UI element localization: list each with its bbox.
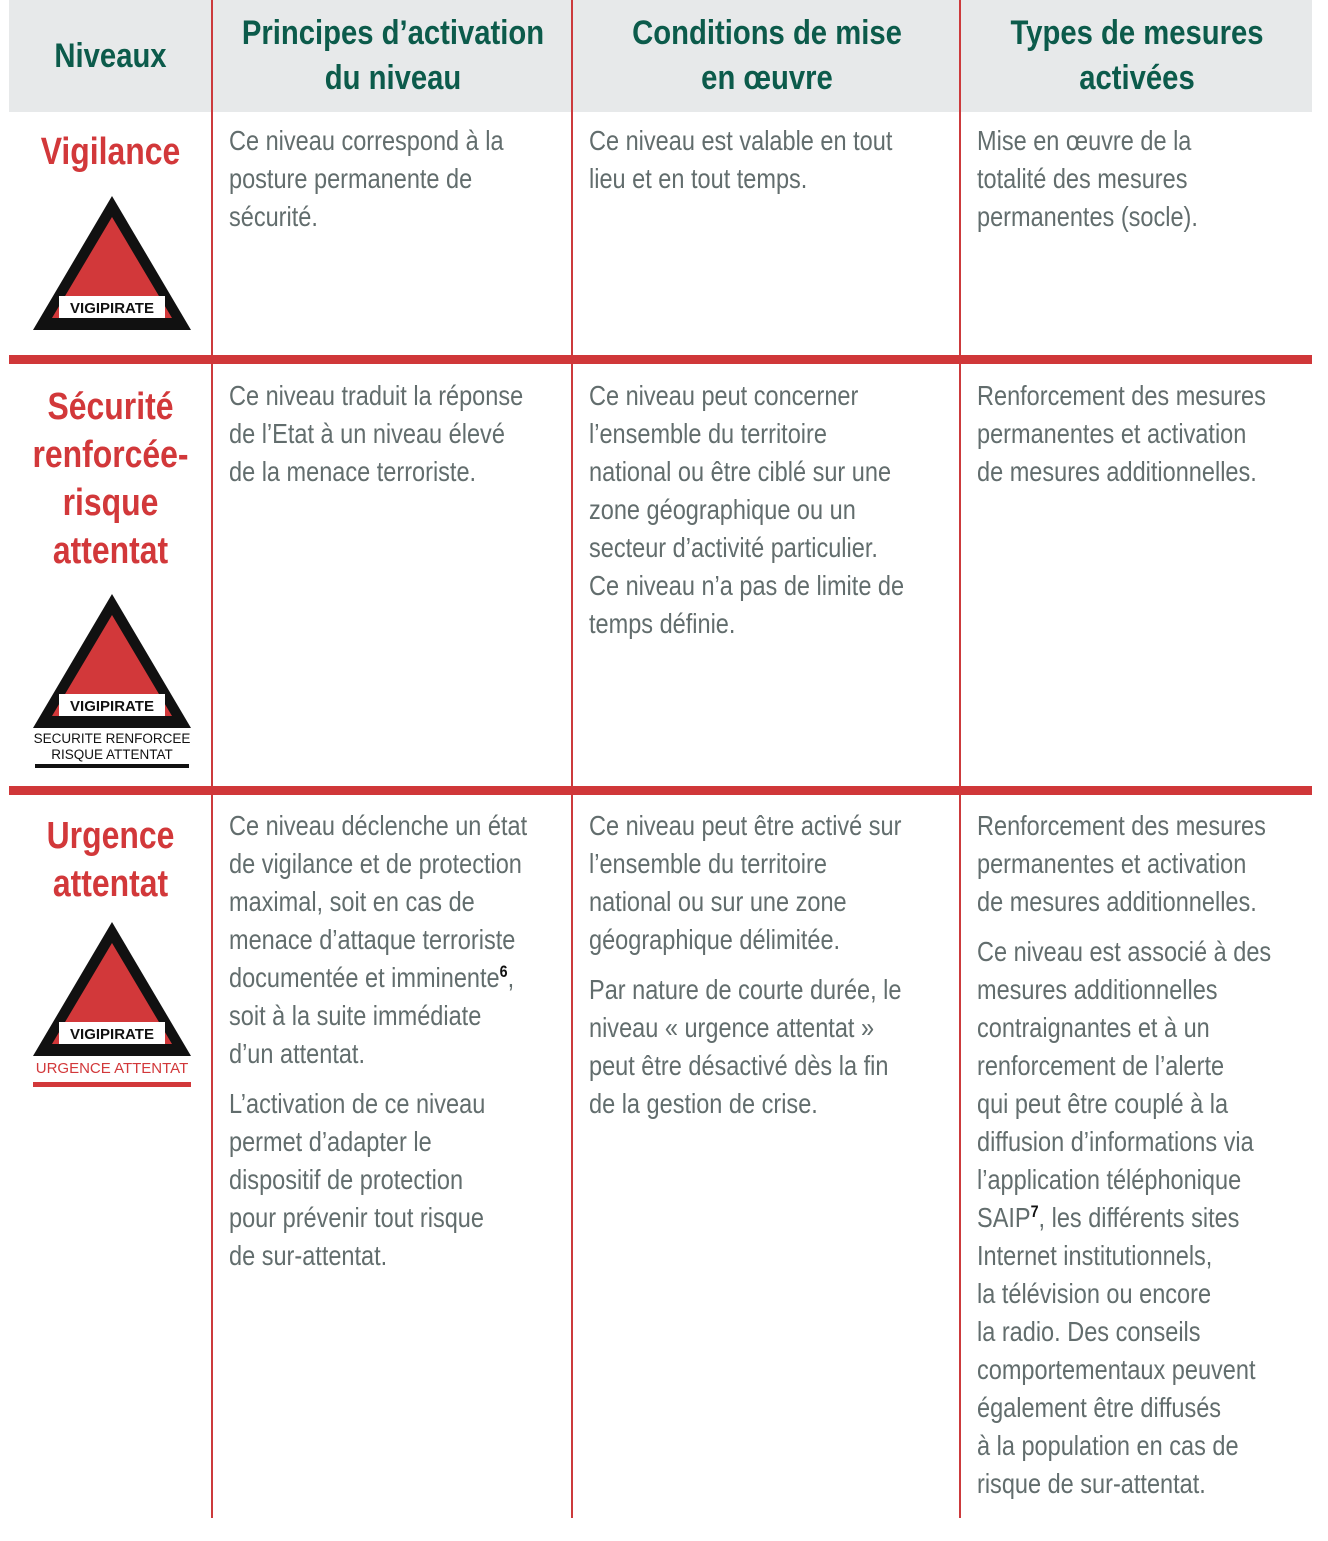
column-divider [211, 0, 213, 1518]
svg-text:VIGIPIRATE: VIGIPIRATE [70, 1026, 154, 1043]
level-title-urgence-attentat: Urgence attentat [46, 815, 175, 905]
level-title-vigilance: Vigilance [40, 131, 181, 173]
conditions-cell-urgence: Ce niveau peut être activé sur l’ensemble du territoire national ou sur une zone géographique délimitée. Par nature de courte durée, le niveau « urgence attentat » peut être désactivé dès la fin de la gestion de crise. [589, 810, 902, 1119]
svg-text:RISQUE ATTENTAT: RISQUE ATTENTAT [51, 747, 173, 762]
header-types-mesures: Types de mesures activées [1010, 14, 1264, 97]
header-principes: Principes d’activation du niveau [241, 14, 545, 97]
conditions-cell-vigilance: Ce niveau est valable en tout lieu et en tout temps. [589, 125, 893, 194]
column-divider [571, 0, 573, 1518]
measures-cell-securite: Renforcement des mesures permanentes et activation de mesures additionnelles. [977, 380, 1266, 487]
svg-text:SECURITE RENFORCEE: SECURITE RENFORCEE [33, 731, 191, 746]
vigipirate-triangle-icon [29, 192, 195, 334]
principles-cell-vigilance: Ce niveau correspond à la posture permanente de sécurité. [229, 125, 504, 232]
principles-cell-securite: Ce niveau traduit la réponse de l’Etat à un niveau élevé de la menace terroriste. [229, 380, 524, 487]
row-separator [9, 355, 1312, 364]
column-divider [959, 0, 961, 1518]
vigipirate-triangle-icon [25, 590, 199, 772]
vigipirate-levels-table [9, 0, 1312, 1518]
footnote-6: 6 [499, 962, 508, 981]
svg-text:VIGIPIRATE: VIGIPIRATE [70, 300, 154, 317]
svg-text:VIGIPIRATE: VIGIPIRATE [70, 698, 154, 715]
measures-cell-urgence: Renforcement des mesures permanentes et activation de mesures additionnelles. Ce niveau est associé à des mesures additionnelles contraignantes et à un renforcement de l’alerte qui peut être couplé à la diffusion d’informations via l’application téléphonique SAIP$^7$, les différents sites Internet institutionnels, la télévision ou encore la radio. Des conseils comportementaux peuvent également être diffusés à la population en cas de risque de sur-attentat. [977, 810, 1272, 1499]
header-conditions: Conditions de mise en œuvre [632, 14, 902, 97]
vigipirate-triangle-icon [27, 918, 197, 1092]
principles-cell-urgence: Ce niveau déclenche un état de vigilance et de protection maximal, soit en cas de menace d’attaque terroriste documentée et imminente$^6$, soit à la suite immédiate d’un attentat. L’activation de ce niveau permet d’adapter le dispositif de protection pour prévenir tout risque de sur-attentat. [229, 810, 528, 1271]
header-niveaux: Niveaux [54, 36, 167, 75]
conditions-cell-securite: Ce niveau peut concerner l’ensemble du territoire national ou être ciblé sur une zone géographique ou un secteur d’activité particulier. Ce niveau n’a pas de limite de temps définie. [589, 380, 905, 639]
level-title-securite-renforcee: Sécurité renforcée- risque attentat [32, 386, 189, 572]
svg-text:URGENCE ATTENTAT: URGENCE ATTENTAT [35, 1060, 189, 1077]
measures-cell-vigilance: Mise en œuvre de la totalité des mesures permanentes (socle). [977, 125, 1198, 232]
row-separator [9, 786, 1312, 795]
footnote-7: 7 [1030, 1202, 1039, 1221]
